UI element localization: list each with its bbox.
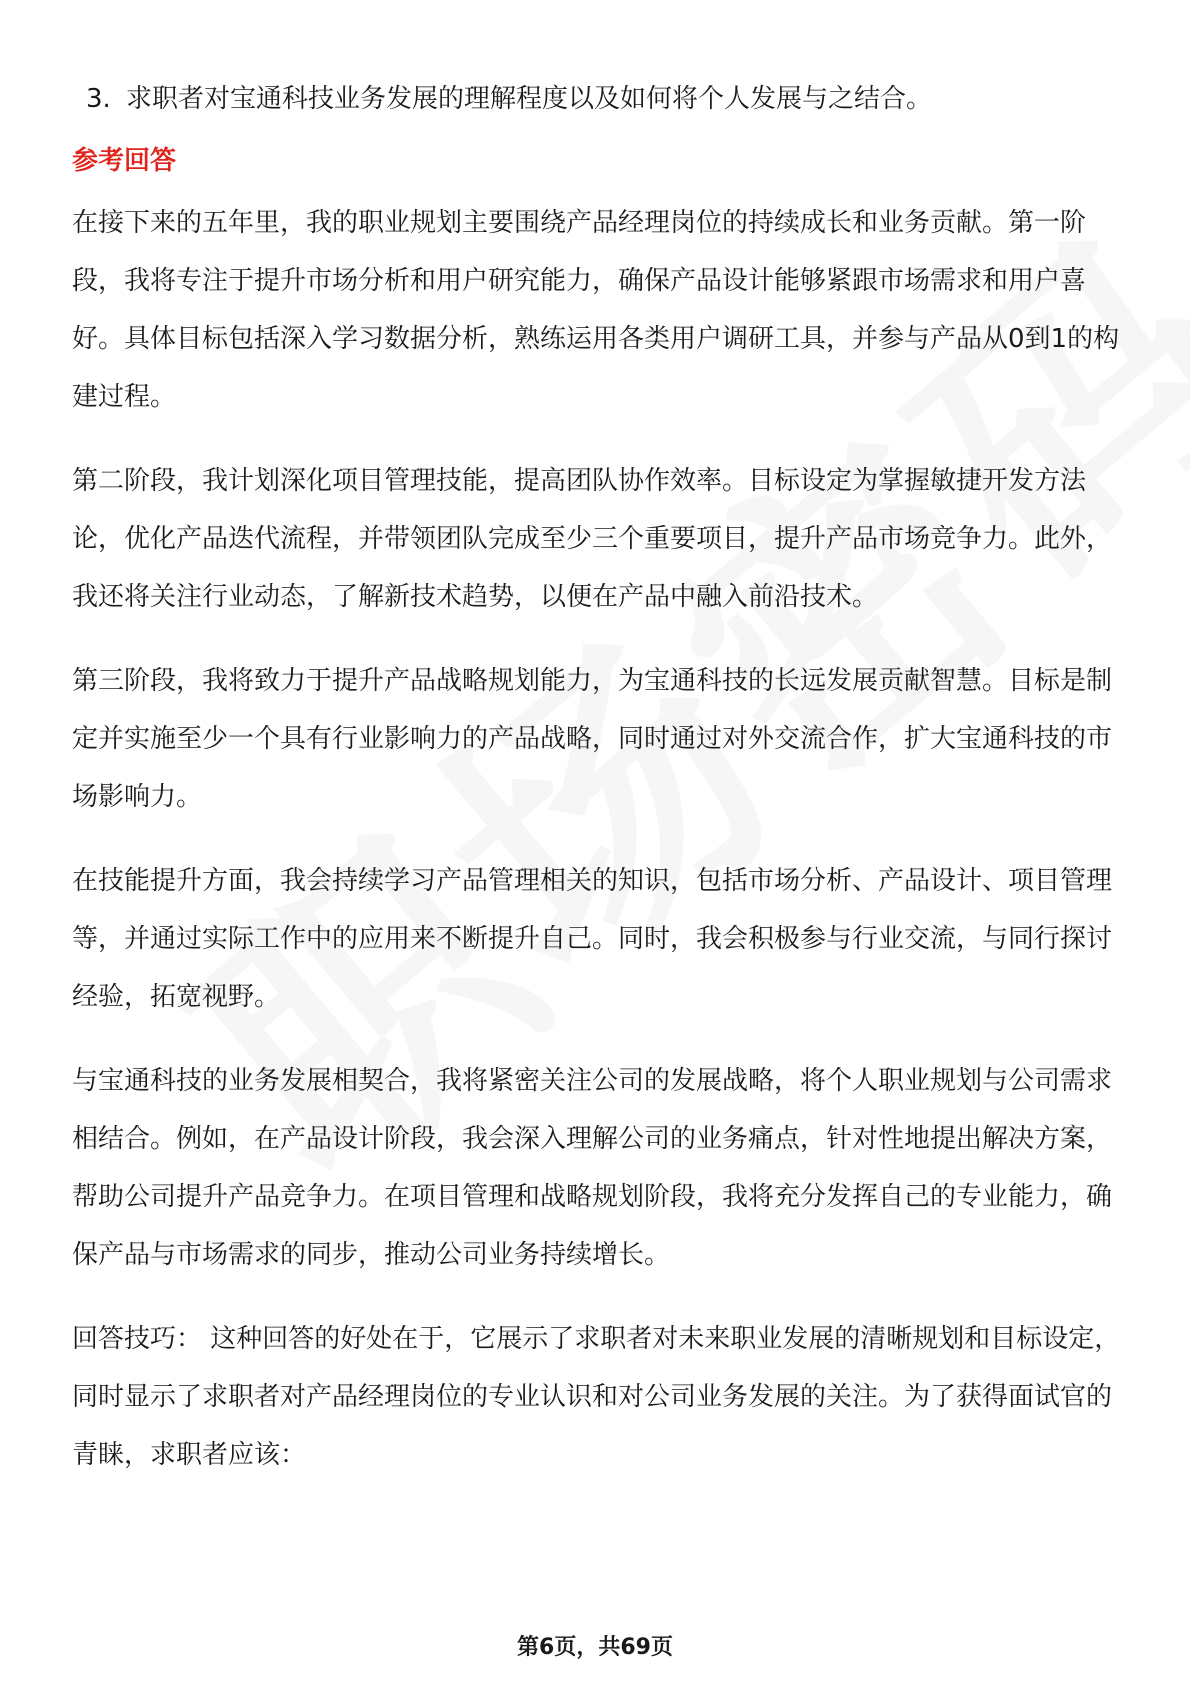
question-item xyxy=(72,70,1122,128)
spacer xyxy=(72,826,1122,852)
spacer xyxy=(72,426,1122,452)
spacer xyxy=(72,626,1122,652)
paragraph: 与宝通科技的业务发展相契合，我将紧密关注公司的发展战略，将个人职业规划与公司需求相结合。例如，在产品设计阶段，我会深入理解公司的业务痛点，针对性地提出解决方案，帮助公司提升产品竞争力。在项目管理和战略规划阶段，我将充分发挥自己的专业能力，确保产品与市场需求的同步，推动公司业务持续增长。 xyxy=(72,1066,1113,1270)
question-number: 3. xyxy=(86,84,111,114)
paragraph: 在技能提升方面，我会持续学习产品管理相关的知识，包括市场分析、产品设计、项目管理等，并通过实际工作中的应用来不断提升自己。同时，我会积极参与行业交流，与同行探讨经验，拓宽视野。 xyxy=(72,866,1113,1012)
question-text: 求职者对宝通科技业务发展的理解程度以及如何将个人发展与之结合。 xyxy=(126,84,933,114)
spacer xyxy=(72,1026,1122,1052)
tip-paragraph: 回答技巧： 这种回答的好处在于，它展示了求职者对未来职业发展的清晰规划和目标设定，同时显示了求职者对产品经理岗位的专业认识和对公司业务发展的关注。为了获得面试官的青睐，求职者应该： xyxy=(72,1324,1121,1470)
paragraph: 第二阶段，我计划深化项目管理技能，提高团队协作效率。目标设定为掌握敏捷开发方法论，优化产品迭代流程，并带领团队完成至少三个重要项目，提升产品市场竞争力。此外，我还将关注行业动态，了解新技术趋势，以便在产品中融入前沿技术。 xyxy=(72,466,1113,612)
section-title: 参考回答 xyxy=(72,146,177,176)
spacer xyxy=(72,1284,1122,1310)
paragraph: 在接下来的五年里，我的职业规划主要围绕产品经理岗位的持续成长和业务贡献。第一阶段，我将专注于提升市场分析和用户研究能力，确保产品设计能够紧跟市场需求和用户喜好。具体目标包括深入学习数据分析，熟练运用各类用户调研工具，并参与产品从0到1的构建过程。 xyxy=(72,208,1120,412)
page-footer: 第6页，共69页 xyxy=(517,1635,673,1660)
page-content xyxy=(72,70,1122,1484)
paragraph: 第三阶段，我将致力于提升产品战略规划能力，为宝通科技的长远发展贡献智慧。目标是制定并实施至少一个具有行业影响力的产品战略，同时通过对外交流合作，扩大宝通科技的市场影响力。 xyxy=(72,666,1113,812)
